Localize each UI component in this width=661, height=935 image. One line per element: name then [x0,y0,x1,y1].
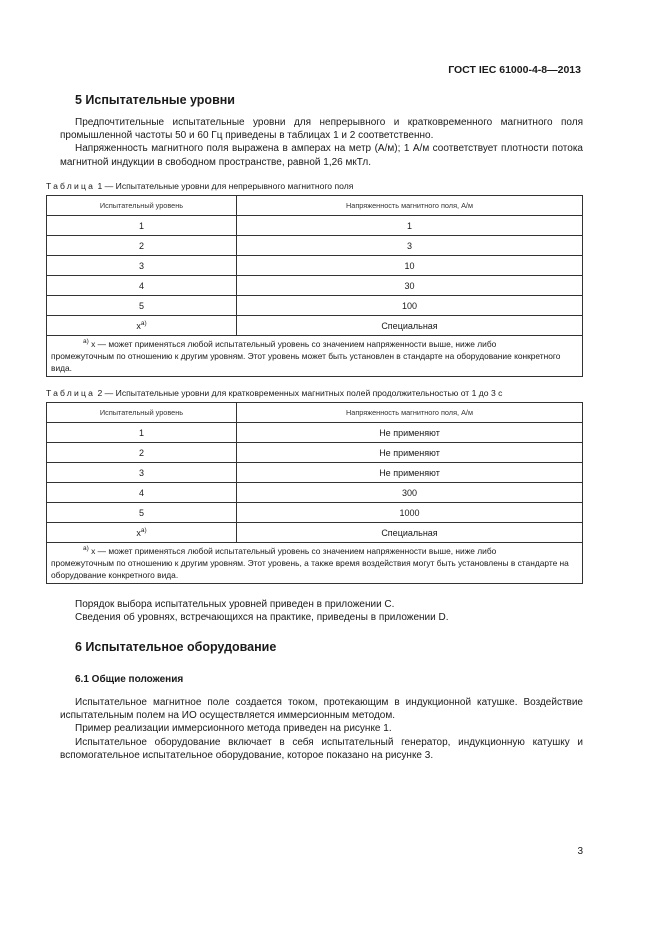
value-cell: Не применяют [237,423,583,443]
value-cell: Не применяют [237,443,583,463]
footnote-ref: a) [140,319,147,327]
appendix-c-reference: Порядок выбора испытательных уровней приведен в приложении С. [75,599,395,610]
value-cell: 1000 [237,503,583,523]
table-1-col-value-header: Напряженность магнитного поля, А/м [237,196,583,216]
value-cell: Не применяют [237,463,583,483]
section-6-para-2: Пример реализации иммерсионного метода приведен на рисунке 1. [75,723,392,735]
value-cell: 1 [237,216,583,236]
table-1-caption-prefix: Таблица [46,181,96,191]
table-row [47,423,583,443]
value-cell: Специальная [237,316,583,336]
note-rest-text: промежуточным по отношению к другим уровням. Этот уровень, а также время воздействия могут быть установлены в стандарте на оборудование конкретного вида. [51,558,569,580]
table-1 [46,195,583,377]
level-cell [47,316,237,336]
standard-code: ГОСТ IEC 61000-4-8—2013 [448,64,581,76]
section-5-para-2: Напряженность магнитного поля выражена в амперах на метр (А/м); 1 А/м соответствует плотности потока магнитной индукции в свободном пространстве, равной 1,26 мкТл. [60,143,583,168]
subsection-6-1-title: 6.1 Общие положения [75,674,184,685]
section-6-para-1: Испытательное магнитное поле создается током, протекающим в индукционной катушке. Воздействие испытательным полем на ИО осуществляется иммерсионным методом. [60,697,583,722]
table-row [47,503,583,523]
table-2-caption-text: 2 — Испытательные уровни для кратковременных магнитных полей продолжительностью от 1 до 3 с [95,388,503,398]
note-mark: а) [83,338,89,345]
level-cell: 2 [47,443,237,463]
level-cell: 1 [47,216,237,236]
level-cell: 3 [47,256,237,276]
table-note-row [47,543,583,584]
level-cell: 3 [47,463,237,483]
table-row [47,216,583,236]
table-2-col-value-header: Напряженность магнитного поля, А/м [237,403,583,423]
value-cell: 10 [237,256,583,276]
table-1-col-level-header: Испытательный уровень [47,196,237,216]
section-6-text [60,696,583,762]
level-cell: 4 [47,276,237,296]
value-cell: 3 [237,236,583,256]
value-cell: 300 [237,483,583,503]
section-6-title: 6 Испытательное оборудование [75,640,277,654]
table-row [47,236,583,256]
table-2 [46,402,583,584]
table-row [47,523,583,543]
table-row [47,483,583,503]
note-first-line [51,338,578,350]
after-tables-text [60,598,583,624]
footnote-ref: a) [140,526,147,534]
section-5-title: 5 Испытательные уровни [75,93,235,107]
value-cell: Специальная [237,523,583,543]
note-first-text: x — может применяться любой испытательный уровень со значением напряженности выше, ниже либо [88,546,497,556]
table-2-caption-prefix: Таблица [46,388,96,398]
table-header-row [47,196,583,216]
value-cell: 30 [237,276,583,296]
note-mark: а) [83,545,89,552]
level-x: x [136,527,141,538]
level-cell: 5 [47,503,237,523]
table-row [47,296,583,316]
section-5-text [60,116,583,169]
table-row [47,316,583,336]
table-row [47,276,583,296]
page-number: 3 [577,846,583,857]
table-1-caption [46,181,586,191]
appendix-d-reference: Сведения об уровнях, встречающихся на практике, приведены в приложении D. [75,612,449,624]
table-note-row [47,336,583,377]
table-2-note [47,543,583,584]
table-2-caption [46,388,586,398]
section-6-para-3: Испытательное оборудование включает в себя испытательный генератор, индукционную катушку и вспомогательное испытательное оборудование, которое показано на рисунке 3. [60,736,583,761]
value-cell: 100 [237,296,583,316]
table-2-col-level-header: Испытательный уровень [47,403,237,423]
table-row [47,256,583,276]
table-row [47,443,583,463]
level-x: x [136,320,141,331]
table-header-row [47,403,583,423]
note-rest-text: промежуточным по отношению к другим уровням. Этот уровень может быть установлен в стандарте на оборудование конкретного вида. [51,351,561,373]
level-cell: 1 [47,423,237,443]
level-cell: 4 [47,483,237,503]
level-cell [47,523,237,543]
table-1-note [47,336,583,377]
table-1-caption-text: 1 — Испытательные уровни для непрерывного магнитного поля [95,181,354,191]
note-first-text: x — может применяться любой испытательный уровень со значением напряженности выше, ниже либо [88,339,497,349]
level-cell: 2 [47,236,237,256]
table-row [47,463,583,483]
section-5-para-1: Предпочтительные испытательные уровни для непрерывного и кратковременного магнитного поля промышленной частоты 50 и 60 Гц приведены в таблицах 1 и 2 соответственно. [60,117,583,142]
level-cell: 5 [47,296,237,316]
note-first-line [51,545,578,557]
